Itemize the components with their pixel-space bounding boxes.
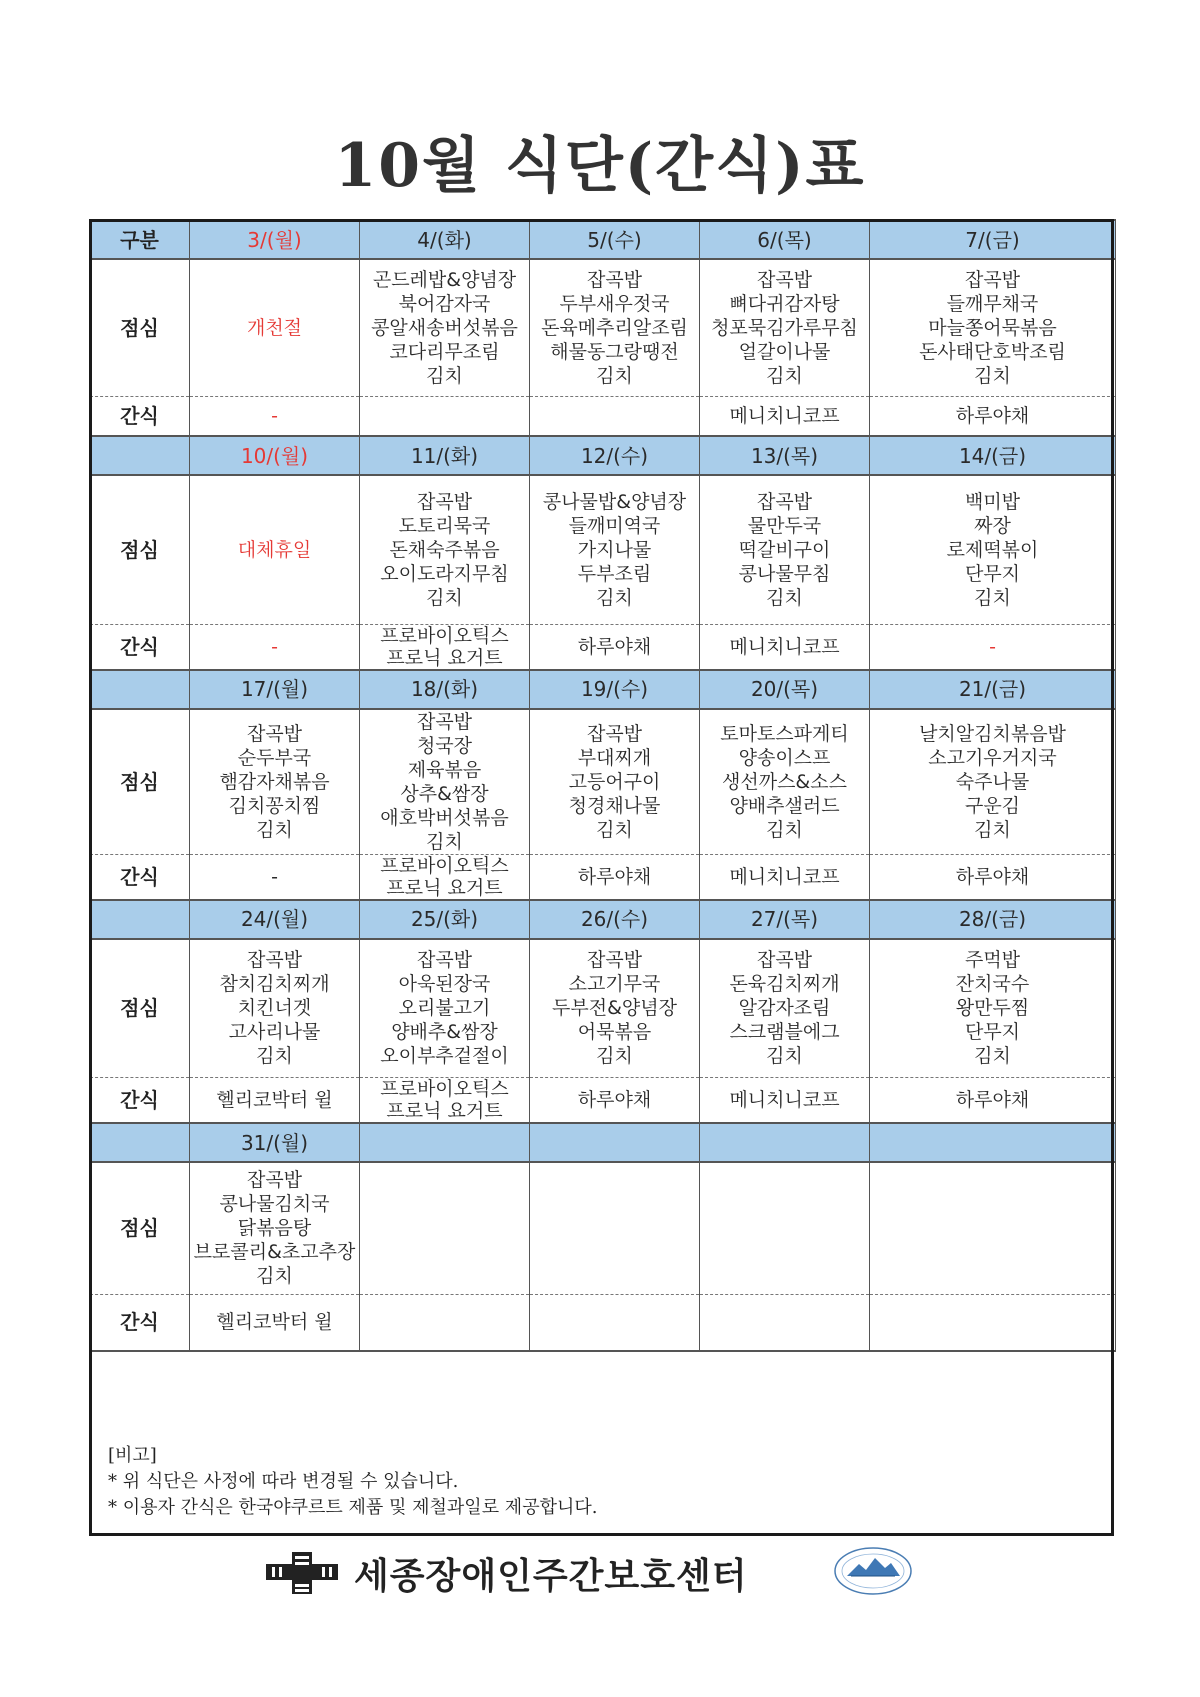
lunch-item: 브로콜리&초고추장 <box>193 1241 356 1264</box>
lunch-item: 김치 <box>766 1045 803 1068</box>
notes-line-2: * 이용자 간식은 한국야쿠르트 제품 및 제철과일로 제공합니다. <box>108 1497 598 1518</box>
lunch-item: 김치 <box>766 586 803 609</box>
lunch-item: 대체휴일 <box>237 538 312 561</box>
day-date: 6/(목) <box>700 220 870 259</box>
lunch-item: 숙주나물 <box>955 770 1030 793</box>
snack-label: 간식 <box>90 1294 190 1351</box>
day-date: 24/(월) <box>190 900 360 939</box>
day-date: 17/(월) <box>190 670 360 709</box>
snack-label: 간식 <box>90 624 190 670</box>
lunch-item: 도토리묵국 <box>398 514 491 537</box>
lunch-item: 잡곡밥 <box>416 710 473 733</box>
lunch-item: 청국장 <box>416 734 473 757</box>
lunch-item: 김치 <box>766 364 803 387</box>
lunch-item: 스크램블에그 <box>729 1021 840 1044</box>
lunch-item: 김치 <box>256 818 293 841</box>
lunch-item: 두부조림 <box>577 562 652 585</box>
notes-section <box>108 1443 597 1521</box>
lunch-item: 김치 <box>596 818 633 841</box>
lunch-item: 개천절 <box>246 316 303 339</box>
snack-item: 메니치니코프 <box>729 1089 840 1111</box>
lunch-item: 잡곡밥 <box>756 949 813 972</box>
lunch-item: 북어감자국 <box>398 292 491 315</box>
lunch-item: 잡곡밥 <box>416 490 473 513</box>
lunch-item: 고등어구이 <box>568 770 661 793</box>
lunch-item: 잔치국수 <box>955 973 1030 996</box>
lunch-item: 김치 <box>426 364 463 387</box>
snack-item: 프로닉 요거트 <box>386 876 503 899</box>
lunch-item: 김치 <box>256 1045 293 1068</box>
lunch-item: 알감자조림 <box>738 997 831 1020</box>
lunch-item: 오이부추겉절이 <box>380 1045 509 1068</box>
day-date: 7/(금) <box>870 220 1116 259</box>
snack-item: 메니치니코프 <box>729 404 840 427</box>
lunch-item: 두부전&양념장 <box>552 997 677 1020</box>
lunch-item: 김치 <box>426 830 463 853</box>
lunch-item: 오리불고기 <box>398 997 491 1020</box>
lunch-item: 단무지 <box>964 1021 1021 1044</box>
snack-label: 간식 <box>90 396 190 436</box>
lunch-item: 김치 <box>766 818 803 841</box>
lunch-item: 해물동그랑땡전 <box>550 340 679 363</box>
snack-item: 하루야채 <box>955 404 1030 427</box>
day-date: 26/(수) <box>530 900 700 939</box>
lunch-item: 돈사태단호박조림 <box>919 340 1066 363</box>
lunch-item: 아욱된장국 <box>398 973 491 996</box>
lunch-item: 소고기무국 <box>568 973 661 996</box>
lunch-item: 잡곡밥 <box>246 949 303 972</box>
lunch-item: 상추&쌈장 <box>400 782 489 805</box>
lunch-label: 점심 <box>90 475 190 624</box>
lunch-item: 잡곡밥 <box>586 949 643 972</box>
day-date: 20/(목) <box>700 670 870 709</box>
lunch-item: 애호박버섯볶음 <box>380 806 509 829</box>
lunch-item: 코다리무조림 <box>389 340 500 363</box>
lunch-item: 햄감자채볶음 <box>219 770 330 793</box>
lunch-item: 순두부국 <box>237 746 312 769</box>
lunch-item: 소고기우거지국 <box>928 746 1057 769</box>
lunch-item: 들깨미역국 <box>568 514 661 537</box>
day-date: 4/(화) <box>360 220 530 259</box>
center-seal-icon <box>833 1546 913 1596</box>
lunch-item: 잡곡밥 <box>586 722 643 745</box>
lunch-item: 돈육메추리알조림 <box>541 316 688 339</box>
lunch-item: 날치알김치볶음밥 <box>919 722 1066 745</box>
lunch-item: 제육볶음 <box>407 758 482 781</box>
lunch-item: 들깨무채국 <box>946 292 1039 315</box>
lunch-item: 김치 <box>596 1045 633 1068</box>
lunch-item: 치킨너겟 <box>237 997 312 1020</box>
day-date: 31/(월) <box>190 1123 360 1162</box>
lunch-item: 주먹밥 <box>964 949 1021 972</box>
lunch-item: 오이도라지무침 <box>380 562 509 585</box>
lunch-item: 생선까스&소스 <box>722 770 847 793</box>
lunch-item: 참치김치찌개 <box>219 973 330 996</box>
lunch-label: 점심 <box>90 259 190 396</box>
snack-item: - <box>271 865 278 888</box>
lunch-item: 짜장 <box>974 514 1011 537</box>
lunch-item: 백미밥 <box>964 490 1021 513</box>
lunch-item: 얼갈이나물 <box>738 340 831 363</box>
lunch-item: 닭볶음탕 <box>237 1217 312 1240</box>
org-name: 세종장애인주간보호센터 <box>354 1556 748 1597</box>
lunch-item: 김치 <box>974 586 1011 609</box>
snack-item: 하루야채 <box>577 635 652 658</box>
day-date: 27/(목) <box>700 900 870 939</box>
notes-heading: [비고] <box>108 1445 157 1466</box>
snack-label: 간식 <box>90 854 190 900</box>
lunch-item: 고사리나물 <box>228 1021 321 1044</box>
day-date: 21/(금) <box>870 670 1116 709</box>
day-date: 18/(화) <box>360 670 530 709</box>
day-date: 10/(월) <box>190 436 360 475</box>
lunch-item: 곤드레밥&양념장 <box>372 268 517 291</box>
lunch-item: 돈육김치찌개 <box>729 973 840 996</box>
lunch-item: 잡곡밥 <box>756 268 813 291</box>
lunch-label: 점심 <box>90 939 190 1078</box>
snack-item: 헬리코박터 윌 <box>216 1089 333 1111</box>
lunch-item: 잡곡밥 <box>586 268 643 291</box>
snack-item: 하루야채 <box>955 1089 1030 1111</box>
snack-item: 하루야채 <box>955 865 1030 888</box>
lunch-item: 물만두국 <box>747 514 822 537</box>
day-date: 3/(월) <box>190 220 360 259</box>
day-date: 12/(수) <box>530 436 700 475</box>
day-date: 13/(목) <box>700 436 870 475</box>
lunch-item: 떡갈비구이 <box>738 538 831 561</box>
snack-item: 프로닉 요거트 <box>386 1100 503 1122</box>
lunch-item: 마늘쫑어묵볶음 <box>928 316 1057 339</box>
lunch-item: 단무지 <box>964 562 1021 585</box>
cross-logo-icon <box>264 1550 340 1596</box>
lunch-item: 왕만두찜 <box>955 997 1030 1020</box>
lunch-item: 잡곡밥 <box>416 949 473 972</box>
lunch-item: 콩나물김치국 <box>219 1193 330 1216</box>
footer <box>0 1544 1200 1600</box>
table-frame <box>89 219 1114 1536</box>
lunch-item: 어묵볶음 <box>577 1021 652 1044</box>
day-date: 25/(화) <box>360 900 530 939</box>
lunch-item: 가지나물 <box>577 538 652 561</box>
lunch-item: 양송이스프 <box>738 746 831 769</box>
lunch-item: 잡곡밥 <box>246 722 303 745</box>
lunch-item: 콩나물무침 <box>738 562 831 585</box>
lunch-item: 구운김 <box>964 794 1021 817</box>
lunch-item: 김치 <box>256 1265 293 1288</box>
lunch-item: 청경채나물 <box>568 794 661 817</box>
page-title: 10월 식단(간식)표 <box>334 131 866 201</box>
lunch-item: 김치 <box>426 586 463 609</box>
notes-line-1: * 위 식단은 사정에 따라 변경될 수 있습니다. <box>108 1471 459 1492</box>
snack-item: 하루야채 <box>577 1089 652 1111</box>
lunch-item: 양배추샐러드 <box>729 794 840 817</box>
lunch-label: 점심 <box>90 709 190 855</box>
snack-label: 간식 <box>90 1078 190 1124</box>
day-date: 5/(수) <box>530 220 700 259</box>
lunch-item: 콩알새송버섯볶음 <box>371 316 518 339</box>
snack-item: 프로닉 요거트 <box>386 646 503 669</box>
lunch-item: 뼈다귀감자탕 <box>729 292 840 315</box>
day-date: 28/(금) <box>870 900 1116 939</box>
snack-item: 메니치니코프 <box>729 635 840 658</box>
lunch-item: 김치꽁치찜 <box>228 794 321 817</box>
lunch-item: 양배추&쌈장 <box>391 1021 498 1044</box>
lunch-item: 김치 <box>596 364 633 387</box>
lunch-item: 김치 <box>974 364 1011 387</box>
lunch-item: 잡곡밥 <box>756 490 813 513</box>
day-date: 11/(화) <box>360 436 530 475</box>
day-date: 14/(금) <box>870 436 1116 475</box>
snack-item: - <box>271 635 278 658</box>
snack-item: 헬리코박터 윌 <box>216 1311 333 1334</box>
lunch-item: 잡곡밥 <box>964 268 1021 291</box>
lunch-label: 점심 <box>90 1162 190 1294</box>
lunch-item: 김치 <box>974 818 1011 841</box>
snack-item: 프로바이오틱스 <box>380 1078 509 1100</box>
day-date: 19/(수) <box>530 670 700 709</box>
snack-item: 메니치니코프 <box>729 865 840 888</box>
snack-item: - <box>271 404 278 427</box>
lunch-item: 돈채숙주볶음 <box>389 538 500 561</box>
lunch-item: 김치 <box>596 586 633 609</box>
lunch-item: 부대찌개 <box>577 746 652 769</box>
lunch-item: 토마토스파게티 <box>720 722 849 745</box>
snack-item: 프로바이오틱스 <box>380 624 509 647</box>
lunch-item: 김치 <box>974 1045 1011 1068</box>
snack-item: 하루야채 <box>577 865 652 888</box>
lunch-item: 두부새우젓국 <box>559 292 670 315</box>
lunch-item: 콩나물밥&양념장 <box>542 490 687 513</box>
snack-item: - <box>989 635 996 658</box>
snack-item: 프로바이오틱스 <box>380 854 509 877</box>
lunch-item: 청포묵김가루무침 <box>711 316 858 339</box>
category-label: 구분 <box>90 220 190 259</box>
lunch-item: 잡곡밥 <box>246 1169 303 1192</box>
lunch-item: 로제떡볶이 <box>946 538 1039 561</box>
